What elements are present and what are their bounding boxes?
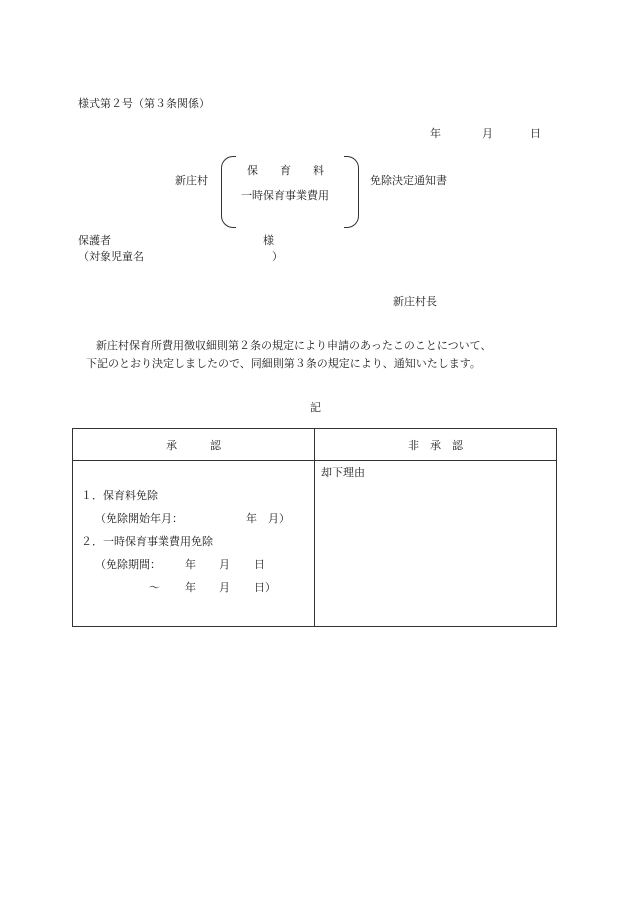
body-line-2: 下記のとおり決定しましたので、同細則第３条の規定により、通知いたします。: [86, 357, 481, 370]
approved-header: 承 認: [73, 429, 315, 461]
item-2-month: 月: [219, 558, 230, 571]
decision-table: [72, 428, 557, 627]
honorific: 様: [263, 234, 274, 247]
item-2-year: 年: [185, 558, 196, 571]
ki-heading: 記: [310, 401, 321, 414]
child-name-close: ）: [272, 250, 283, 263]
item-1-month: 月）: [268, 512, 290, 525]
rejected-cell: [315, 461, 557, 627]
left-brace: [221, 156, 236, 228]
title-suffix: 免除決定通知書: [370, 174, 447, 187]
right-brace: [344, 156, 359, 228]
item-1-year: 年: [246, 512, 257, 525]
issuer: 新庄村長: [393, 295, 437, 308]
title-option-childcare-fee: 保 育 料: [247, 164, 324, 177]
item-2-month-end: 月: [219, 581, 230, 594]
item-2-period-label: （免除期間：: [95, 558, 161, 571]
approved-cell: [73, 461, 315, 627]
child-name-open: （対象児童名: [78, 250, 144, 263]
date-year: 年: [430, 127, 441, 140]
item-1-childcare-fee-exemption: １．保育料免除: [81, 489, 158, 502]
item-2-day-end: 日）: [254, 581, 276, 594]
item-1-start-label: （免除開始年月：: [95, 512, 183, 525]
reject-reason-label: 却下理由: [321, 466, 365, 479]
table-body-row: [73, 461, 557, 627]
form-number: 様式第２号（第３条関係）: [78, 97, 210, 110]
date-month: 月: [482, 127, 493, 140]
table-header-row: [73, 429, 557, 461]
date-day: 日: [530, 127, 541, 140]
title-option-temporary-care: 一時保育事業費用: [241, 189, 329, 202]
title-village: 新庄村: [175, 174, 208, 187]
item-2-day: 日: [254, 558, 265, 571]
item-2-year-end: 年: [185, 581, 196, 594]
guardian-label: 保護者: [78, 234, 111, 247]
item-2-temporary-care-exemption: ２．一時保育事業費用免除: [81, 535, 213, 548]
item-2-tilde: ～: [149, 581, 160, 594]
rejected-header: 非 承 認: [315, 429, 557, 461]
body-line-1: 新庄村保育所費用徴収細則第２条の規定により申請のあったこのことについて、: [96, 339, 492, 352]
